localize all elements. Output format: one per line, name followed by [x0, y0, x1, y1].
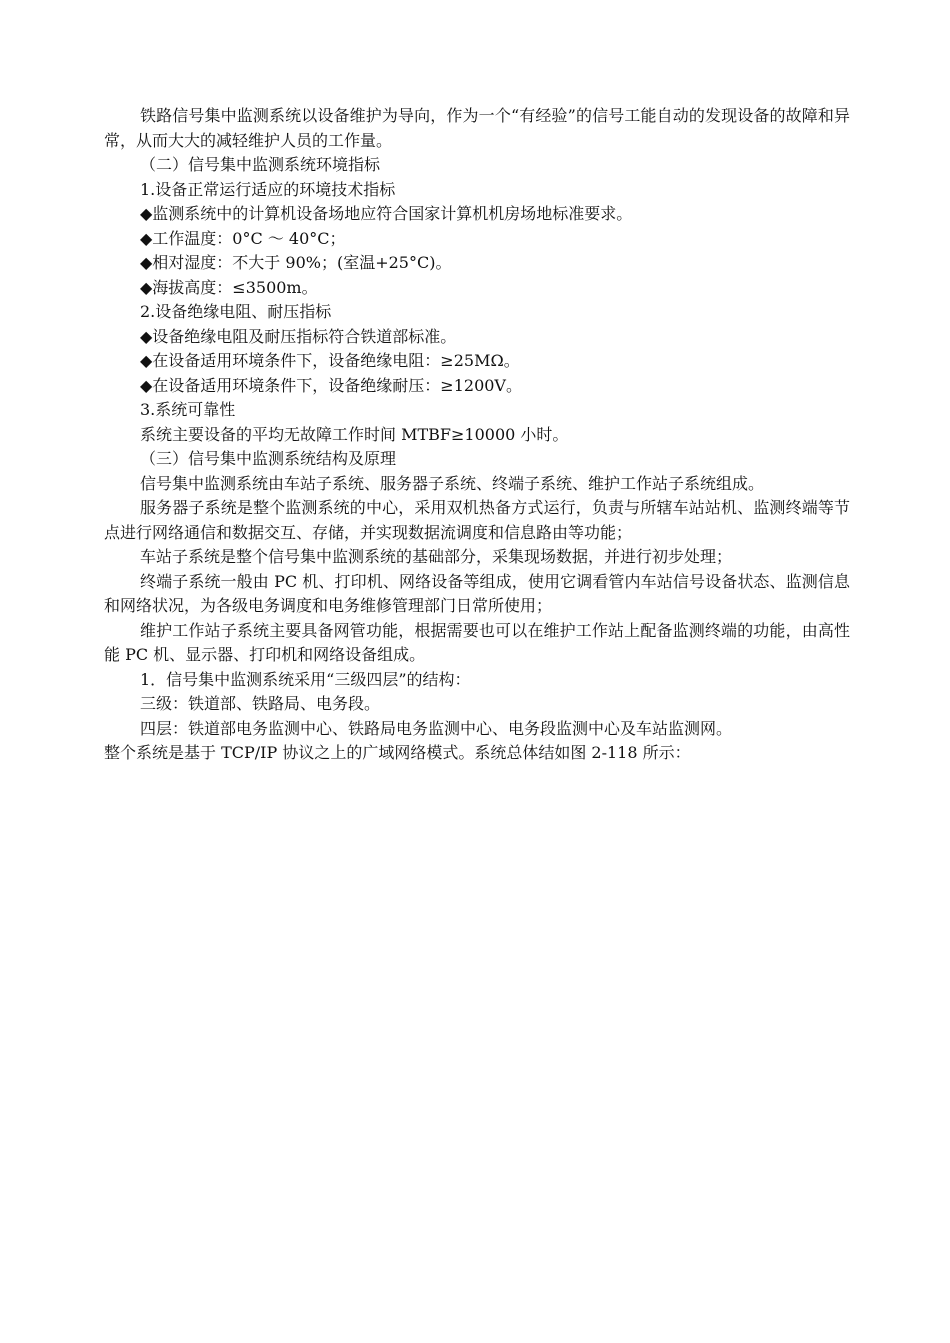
- bullet-insulation-resistance: ◆在设备适用环境条件下，设备绝缘电阻：≥25MΩ。: [140, 351, 520, 370]
- server-subsystem-paragraph: 服务器子系统是整个监测系统的中心，采用双机热备方式运行，负责与所辖车站站机、监测终端等节点进行网络通信和数据交互、存储，并实现数据流调度和信息路由等功能；: [104, 498, 850, 542]
- terminal-subsystem-paragraph: 终端子系统一般由 PC 机、打印机、网络设备等组成，使用它调看管内车站信号设备状态、监测信息和网络状况，为各级电务调度和电务维修管理部门日常所使用；: [104, 571, 850, 615]
- bullet-insulation-voltage: ◆在设备适用环境条件下，设备绝缘耐压：≥1200V。: [140, 375, 522, 395]
- bullet-altitude: ◆海拔高度：≤3500m。: [140, 277, 318, 297]
- bullet-humidity: ◆相对湿度：不大于 90%；(室温+25°C)。: [140, 253, 452, 272]
- station-subsystem-paragraph: 车站子系统是整个信号集中监测系统的基础部分，采集现场数据，并进行初步处理；: [140, 547, 733, 566]
- section-heading-structure: （三）信号集中监测系统结构及原理: [140, 449, 397, 468]
- subheading-reliability: 3.系统可靠性: [140, 400, 236, 419]
- structure-intro-paragraph: 1．信号集中监测系统采用“三级四层”的结构：: [140, 669, 471, 689]
- section-heading-environment: （二）信号集中监测系统环境指标: [140, 155, 381, 174]
- bullet-insulation-standard: ◆设备绝缘电阻及耐压指标符合铁道部标准。: [140, 326, 457, 346]
- network-mode-paragraph: 整个系统是基于 TCP/IP 协议之上的广域网络模式。系统总体结如图 2-118 所示：: [104, 743, 691, 762]
- maintenance-subsystem-paragraph: 维护工作站子系统主要具备网管功能，根据需要也可以在维护工作站上配备监测终端的功能，由高性能 PC 机、显示器、打印机和网络设备组成。: [104, 620, 850, 664]
- structure-overview-paragraph: 信号集中监测系统由车站子系统、服务器子系统、终端子系统、维护工作站子系统组成。: [140, 473, 765, 493]
- three-levels-paragraph: 三级：铁道部、铁路局、电务段。: [140, 694, 381, 713]
- document-body: [104, 104, 850, 766]
- four-layers-paragraph: 四层：铁道部电务监测中心、铁路局电务监测中心、电务段监测中心及车站监测网。: [140, 718, 733, 738]
- intro-paragraph: 铁路信号集中监测系统以设备维护为导向，作为一个“有经验”的信号工能自动的发现设备的故障和异常，从而大大的减轻维护人员的工作量。: [104, 106, 850, 150]
- subheading-insulation: 2.设备绝缘电阻、耐压指标: [140, 302, 332, 321]
- subheading-environment-specs: 1.设备正常运行适应的环境技术指标: [140, 179, 396, 199]
- bullet-computer-room: ◆监测系统中的计算机设备场地应符合国家计算机机房场地标准要求。: [140, 204, 633, 223]
- bullet-temperature: ◆工作温度：0°C ～ 40°C；: [140, 228, 346, 248]
- reliability-paragraph: 系统主要设备的平均无故障工作时间 MTBF≥10000 小时。: [140, 424, 569, 444]
